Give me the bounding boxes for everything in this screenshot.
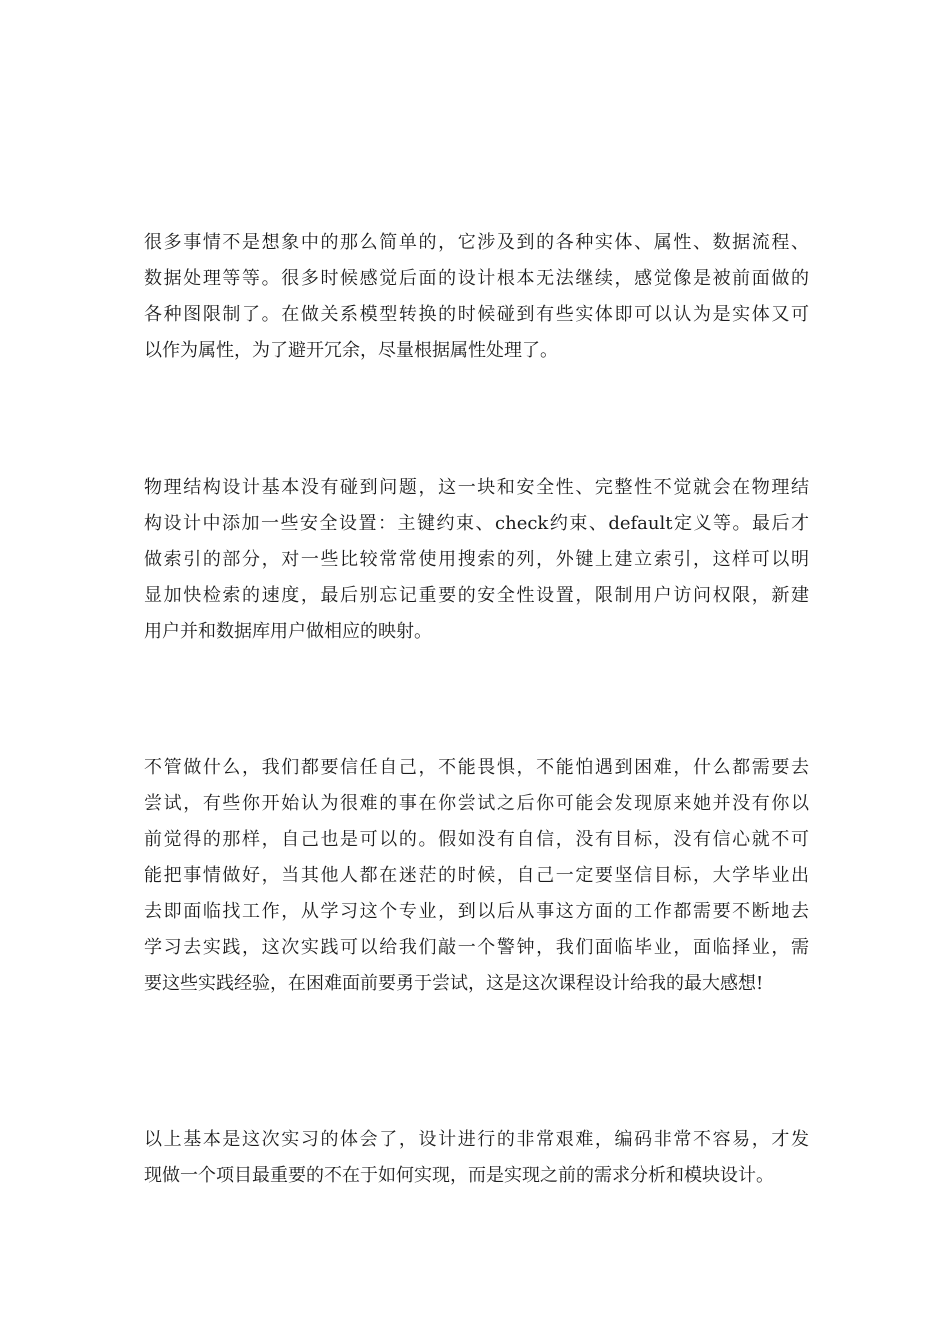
paragraph-line: 各种图限制了。在做关系模型转换的时候碰到有些实体即可以认为是实体又可 [144, 304, 809, 325]
paragraph-3 [144, 750, 809, 1002]
paragraph-1 [144, 225, 809, 369]
paragraph-2 [144, 470, 809, 650]
paragraph-4 [144, 1122, 809, 1194]
paragraph-line: 要这些实践经验，在困难面前要勇于尝试，这是这次课程设计给我的最大感想! [144, 973, 764, 994]
paragraph-line: 做索引的部分，对一些比较常常使用搜索的列，外键上建立索引，这样可以明 [144, 549, 809, 570]
paragraph-line: 物理结构设计基本没有碰到问题，这一块和安全性、完整性不觉就会在物理结 [144, 477, 809, 498]
paragraph-line: 显加快检索的速度，最后别忘记重要的安全性设置，限制用户访问权限，新建 [144, 585, 809, 606]
paragraph-line: 以上基本是这次实习的体会了，设计进行的非常艰难，编码非常不容易，才发 [144, 1129, 809, 1150]
paragraph-line: 用户并和数据库用户做相应的映射。 [144, 621, 432, 642]
paragraph-line: 前觉得的那样，自己也是可以的。假如没有自信，没有目标，没有信心就不可 [144, 829, 809, 850]
paragraph-line: 去即面临找工作，从学习这个专业，到以后从事这方面的工作都需要不断地去 [144, 901, 809, 922]
paragraph-line: 以作为属性，为了避开冗余，尽量根据属性处理了。 [144, 340, 558, 361]
paragraph-line: 不管做什么，我们都要信任自己，不能畏惧，不能怕遇到困难，什么都需要去 [144, 757, 809, 778]
paragraph-line: 数据处理等等。很多时候感觉后面的设计根本无法继续，感觉像是被前面做的 [144, 268, 809, 289]
paragraph-line: 学习去实践，这次实践可以给我们敲一个警钟，我们面临毕业，面临择业，需 [144, 937, 809, 958]
paragraph-line: 现做一个项目最重要的不在于如何实现，而是实现之前的需求分析和模块设计。 [144, 1165, 774, 1186]
paragraph-line: 尝试，有些你开始认为很难的事在你尝试之后你可能会发现原来她并没有你以 [144, 793, 809, 814]
paragraph-line: 很多事情不是想象中的那么简单的，它涉及到的各种实体、属性、数据流程、 [144, 232, 809, 253]
paragraph-line: 构设计中添加一些安全设置：主键约束、check约束、default定义等。最后才 [144, 513, 809, 534]
paragraph-line: 能把事情做好，当其他人都在迷茫的时候，自己一定要坚信目标，大学毕业出 [144, 865, 809, 886]
